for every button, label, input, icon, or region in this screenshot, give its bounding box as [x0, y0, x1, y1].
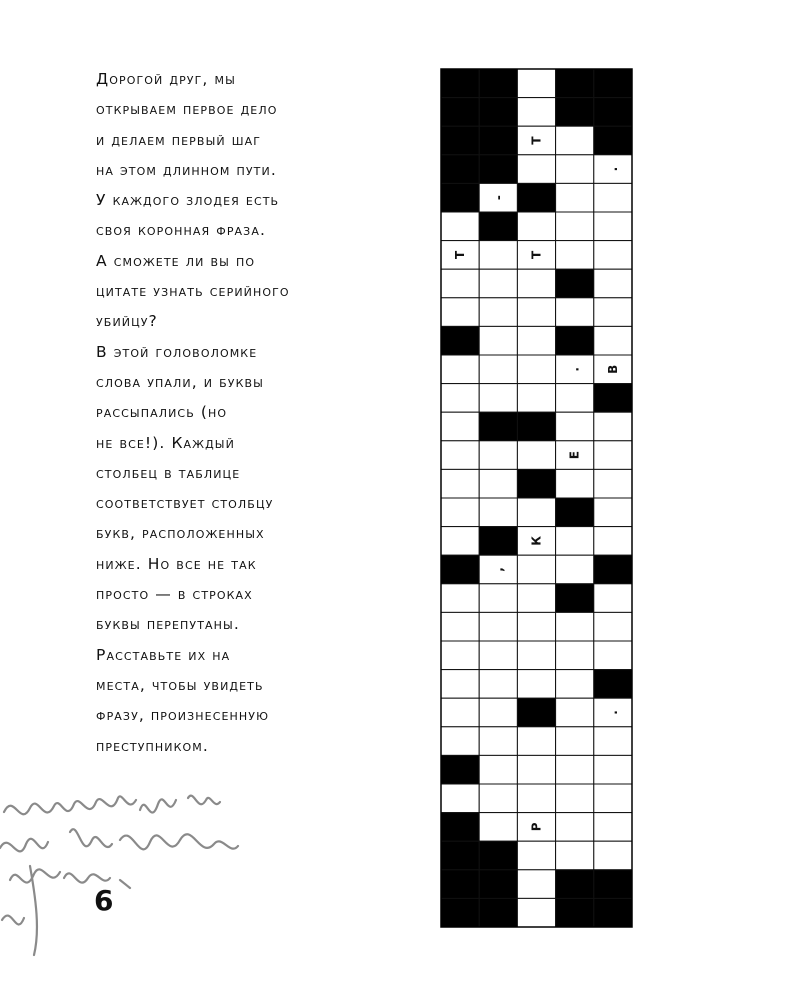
grid-cell[interactable]: [517, 870, 555, 899]
intro-line: и делаем первый шаг: [96, 130, 262, 149]
grid-cell-filled: [479, 212, 517, 241]
grid-cell[interactable]: [479, 755, 517, 784]
grid-cell-filled: [594, 126, 632, 155]
grid-cell[interactable]: [556, 298, 594, 327]
intro-line: на этом длинном пути.: [96, 160, 277, 179]
grid-cell-filled: [479, 98, 517, 127]
intro-line: цитате узнать серийного: [96, 282, 290, 301]
grid-cell[interactable]: [556, 126, 594, 155]
grid-cell[interactable]: [441, 355, 479, 384]
grid-cell[interactable]: [517, 555, 555, 584]
intro-line: места, чтобы увидеть: [96, 675, 264, 694]
grid-cell[interactable]: [479, 441, 517, 470]
intro-line: В этой головоломке: [96, 342, 258, 361]
intro-line: Расставьте их на: [96, 645, 231, 664]
grid-cell[interactable]: [594, 183, 632, 212]
grid-cell-filled: [556, 326, 594, 355]
grid-cell-filled: [441, 813, 479, 842]
intro-line: букв, расположенных: [96, 524, 265, 543]
grid-cell[interactable]: [517, 69, 555, 98]
grid-cell-filled: [517, 183, 555, 212]
grid-cell[interactable]: [517, 155, 555, 184]
intro-text: [96, 64, 416, 761]
grid-cell-filled: [556, 870, 594, 899]
intro-line: столбец в таблице: [96, 463, 241, 482]
grid-cell[interactable]: [594, 841, 632, 870]
grid-cell[interactable]: [594, 641, 632, 670]
grid-cell[interactable]: [517, 212, 555, 241]
intro-line: ниже. Но все не так: [96, 554, 257, 573]
intro-line: не все!). Каждый: [96, 433, 235, 452]
scribble-stroke: [70, 829, 112, 847]
grid-cell-filled: [556, 498, 594, 527]
handwriting-decoration: [0, 770, 250, 960]
scribble-stroke: [4, 796, 136, 814]
scribble-stroke: [2, 916, 24, 925]
grid-cell[interactable]: [441, 269, 479, 298]
grid-cell[interactable]: [594, 784, 632, 813]
grid-cell[interactable]: [556, 612, 594, 641]
intro-line: преступником.: [96, 736, 209, 755]
grid-cell[interactable]: [479, 698, 517, 727]
intro-line: фразу, произнесенную: [96, 706, 270, 725]
grid-cell[interactable]: [556, 212, 594, 241]
grid-cell-filled: [479, 126, 517, 155]
grid-cell[interactable]: [479, 670, 517, 699]
grid-cell-filled: [479, 155, 517, 184]
grid-cell[interactable]: [441, 298, 479, 327]
grid-cell[interactable]: [479, 641, 517, 670]
grid-cell-filled: [556, 69, 594, 98]
grid-cell[interactable]: [441, 384, 479, 413]
grid-cell-filled: [594, 670, 632, 699]
grid-cell-filled: [594, 69, 632, 98]
grid-cell[interactable]: [556, 183, 594, 212]
grid-cell[interactable]: [594, 326, 632, 355]
grid-cell[interactable]: [556, 241, 594, 270]
grid-cell[interactable]: [556, 384, 594, 413]
grid-cell[interactable]: [479, 612, 517, 641]
intro-line: соответствует столбцу: [96, 494, 274, 513]
grid-cell-filled: [479, 898, 517, 927]
grid-cell[interactable]: [479, 326, 517, 355]
grid-cell[interactable]: [594, 755, 632, 784]
grid-cell[interactable]: [441, 441, 479, 470]
intro-line: слова упали, и буквы: [96, 372, 264, 391]
grid-cell[interactable]: [441, 698, 479, 727]
scribble-stroke: [188, 796, 220, 805]
scribble-stroke: [120, 834, 238, 849]
grid-letter: -: [491, 195, 506, 201]
grid-cell[interactable]: [594, 241, 632, 270]
grid-cell[interactable]: [479, 469, 517, 498]
grid-cell[interactable]: [517, 384, 555, 413]
grid-cell[interactable]: [594, 212, 632, 241]
grid-cell-filled: [594, 870, 632, 899]
grid-cell[interactable]: [441, 498, 479, 527]
grid-cell[interactable]: [517, 755, 555, 784]
grid-cell[interactable]: [594, 813, 632, 842]
intro-line: просто — в строках: [96, 585, 253, 604]
grid-cell[interactable]: [556, 469, 594, 498]
grid-cell[interactable]: [556, 784, 594, 813]
grid-cell[interactable]: [556, 727, 594, 756]
grid-cell[interactable]: [594, 527, 632, 556]
grid-cell-filled: [441, 841, 479, 870]
grid-cell-filled: [441, 898, 479, 927]
grid-cell[interactable]: [594, 584, 632, 613]
intro-line: убийцу?: [96, 312, 158, 331]
grid-cell-filled: [441, 755, 479, 784]
grid-letter: В: [605, 364, 620, 374]
grid-cell-filled: [441, 98, 479, 127]
grid-cell[interactable]: [556, 755, 594, 784]
scribble-stroke: [140, 799, 176, 812]
grid-cell-filled: [594, 98, 632, 127]
grid-cell[interactable]: [479, 498, 517, 527]
grid-cell-filled: [441, 69, 479, 98]
grid-cell-filled: [517, 412, 555, 441]
grid-cell[interactable]: [441, 641, 479, 670]
grid-cell-filled: [556, 269, 594, 298]
scribble-stroke: [120, 880, 130, 888]
grid-cell[interactable]: [517, 727, 555, 756]
grid-cell-filled: [441, 155, 479, 184]
grid-letter: К: [529, 535, 544, 546]
grid-cell-filled: [441, 326, 479, 355]
grid-cell[interactable]: [517, 298, 555, 327]
grid-cell[interactable]: [556, 841, 594, 870]
grid-cell[interactable]: [479, 813, 517, 842]
grid-cell-filled: [441, 870, 479, 899]
grid-letter: Р: [529, 822, 544, 832]
intro-line: У каждого злодея есть: [96, 191, 280, 210]
grid-cell[interactable]: [517, 670, 555, 699]
grid-cell[interactable]: [517, 584, 555, 613]
grid-cell[interactable]: [479, 298, 517, 327]
grid-cell[interactable]: [556, 641, 594, 670]
grid-cell-filled: [594, 898, 632, 927]
grid-cell[interactable]: [556, 412, 594, 441]
grid-cell[interactable]: [479, 727, 517, 756]
grid-letter: Т: [529, 136, 544, 145]
grid-cell-filled: [517, 469, 555, 498]
grid-cell[interactable]: [556, 555, 594, 584]
grid-cell[interactable]: [441, 612, 479, 641]
grid-cell[interactable]: [441, 469, 479, 498]
grid-cell-filled: [441, 126, 479, 155]
grid-letter: .: [605, 710, 620, 715]
grid-cell[interactable]: [441, 727, 479, 756]
grid-cell[interactable]: [479, 241, 517, 270]
grid-cell-filled: [479, 870, 517, 899]
grid-cell[interactable]: [556, 698, 594, 727]
intro-line: А сможете ли вы по: [96, 251, 256, 270]
grid-cell[interactable]: [517, 784, 555, 813]
grid-cell[interactable]: [517, 498, 555, 527]
grid-cell[interactable]: [556, 155, 594, 184]
grid-cell[interactable]: [517, 326, 555, 355]
grid-cell-filled: [441, 555, 479, 584]
grid-letter: Т: [529, 250, 544, 259]
grid-letter: .: [567, 367, 582, 372]
grid-cell-filled: [479, 412, 517, 441]
grid-cell-filled: [517, 698, 555, 727]
grid-cell[interactable]: [594, 412, 632, 441]
grid-letter: Т: [453, 250, 468, 259]
grid-cell[interactable]: [594, 441, 632, 470]
crossword-grid: [440, 68, 636, 930]
grid-cell[interactable]: [594, 612, 632, 641]
grid-letter: .: [605, 166, 620, 172]
intro-line: буквы перепутаны.: [96, 615, 240, 634]
grid-cell[interactable]: [441, 527, 479, 556]
grid-cell[interactable]: [479, 355, 517, 384]
grid-cell[interactable]: [517, 898, 555, 927]
grid-cell[interactable]: [517, 269, 555, 298]
grid-cell[interactable]: [517, 441, 555, 470]
grid-cell[interactable]: [556, 670, 594, 699]
grid-cell-filled: [594, 384, 632, 413]
grid-cell[interactable]: [479, 784, 517, 813]
scribble-stroke: [64, 873, 110, 882]
grid-cell[interactable]: [441, 670, 479, 699]
grid-cell-filled: [441, 183, 479, 212]
grid-cell[interactable]: [517, 612, 555, 641]
grid-cell[interactable]: [517, 355, 555, 384]
grid-cell[interactable]: [441, 412, 479, 441]
grid-cell[interactable]: [594, 727, 632, 756]
grid-letter: ,: [491, 567, 506, 572]
page-number: 6: [94, 884, 114, 917]
grid-cell[interactable]: [594, 298, 632, 327]
grid-cell-filled: [556, 584, 594, 613]
grid-cell[interactable]: [517, 641, 555, 670]
grid-cell-filled: [479, 527, 517, 556]
grid-cell-filled: [479, 69, 517, 98]
grid-cell[interactable]: [594, 269, 632, 298]
grid-cell[interactable]: [556, 527, 594, 556]
grid-cell[interactable]: [479, 269, 517, 298]
grid-cell[interactable]: [479, 384, 517, 413]
grid-cell-filled: [479, 841, 517, 870]
grid-cell[interactable]: [517, 98, 555, 127]
grid-cell[interactable]: [441, 784, 479, 813]
scribble-stroke: [10, 869, 60, 882]
grid-cell[interactable]: [594, 469, 632, 498]
grid-cell-filled: [556, 898, 594, 927]
scribble-stroke: [0, 839, 48, 852]
grid-cell[interactable]: [556, 813, 594, 842]
grid-cell[interactable]: [479, 584, 517, 613]
intro-line: Дорогой друг, мы: [96, 70, 236, 88]
intro-line: своя коронная фраза.: [96, 221, 266, 240]
grid-cell[interactable]: [441, 212, 479, 241]
grid-cell[interactable]: [517, 841, 555, 870]
grid-cell[interactable]: [441, 584, 479, 613]
intro-line: рассыпались (но: [96, 403, 228, 422]
grid-cell-filled: [594, 555, 632, 584]
grid-cell-filled: [556, 98, 594, 127]
grid-cell[interactable]: [594, 498, 632, 527]
intro-line: открываем первое дело: [96, 100, 278, 119]
grid-letter: Е: [567, 450, 582, 460]
